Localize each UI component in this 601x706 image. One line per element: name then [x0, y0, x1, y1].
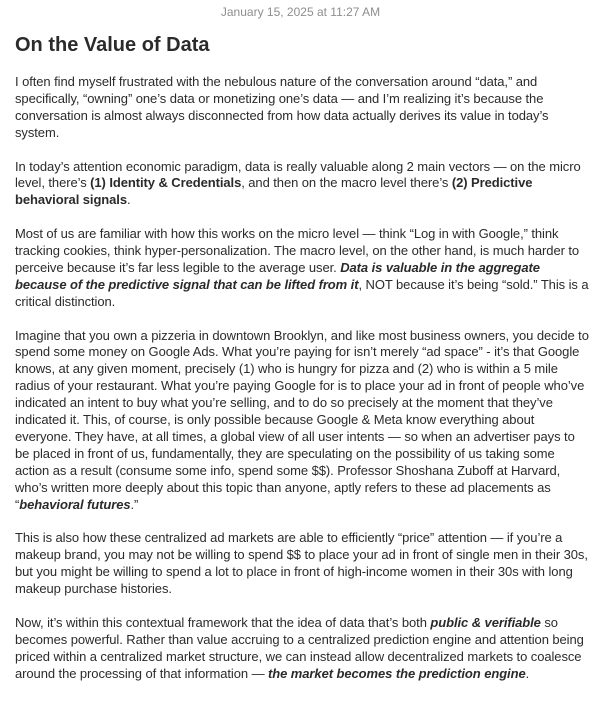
bold-italic-text-public-verifiable: public & verifiable [430, 614, 541, 630]
note-title[interactable]: On the Value of Data [15, 34, 210, 56]
note-body[interactable] [15, 0, 592, 683]
text-run: Now, it’s within this contextual framework that the idea of data that’s both [15, 614, 431, 630]
text-run: Most of us are familiar with how this works on the micro level — think “Log in with Google,” think tracking cookies, think hyper-personalization. The macro level, on the other hand, is much harder to perceive because it’s far less legible to the average user. [15, 226, 580, 275]
paragraph-3[interactable] [15, 226, 592, 311]
text-run: I often find myself frustrated with the nebulous nature of the conversation around “data,” and specifically, “owning” one’s data or monetizing one’s data — and I’m realizing it’s because the conversation is almost always disconnected from how data actually derives its value in today’s system. [15, 74, 549, 140]
bold-italic-text-data-valuable: Data is valuable in the aggregate because of the predictive signal that can be lifted from it [15, 259, 540, 292]
text-run: Imagine that you own a pizzeria in downtown Brooklyn, and like most business owners, you decide to spend some money on Google Ads. What you’re paying for isn’t merely “ad space” - it’s that Google knows, at any given moment, precisely (1) who is hungry for pizza and (2) who is within a 5 mile radius of your restaurant. What you’re paying Google for is to place your ad in front of people who’ve indicated an intent to buy what you’re selling, and to do so precisely at the moment that they’ve indicated it. This, of course, is only possible because Google & Meta know everything about everyone. They have, at all times, a global view of all user intents — so when an advertiser pays to be placed in front of us, fundamentally, they are speculating on the possibility of us taking some action as a result (consume some info, spend some $$). Professor Shoshana Zuboff at Harvard, who’s written more deeply about this topic than anyone, aptly refers to these ad placements as “ [15, 327, 589, 512]
bold-text-predictive-signals: (2) Predictive behavioral signals [15, 175, 533, 208]
text-run: so becomes powerful. Rather than value accruing to a centralized prediction engine and attention being priced within a centralized market structure, we can instead allow decentralized markets to coalesce around the processing of that information — [15, 614, 584, 681]
text-run: .” [130, 496, 139, 512]
text-run: This is also how these centralized ad markets are able to efficiently “price” attention — if you’re a makeup brand, you may not be willing to spend $$ to place your ad in front of single men in their 30s, but you might be willing to spend a lot to place in front of high-income women in their 30s with long makeup purchase histories. [15, 530, 588, 597]
bold-italic-text-behavioral-futures: behavioral futures [19, 496, 131, 512]
paragraph-4[interactable] [15, 328, 592, 514]
bold-italic-text-prediction-engine: the market becomes the prediction engine [268, 665, 526, 681]
bold-text-identity-credentials: (1) Identity & Credentials [90, 175, 242, 191]
text-run: . [127, 192, 131, 208]
note-timestamp: January 15, 2025 at 11:27 AM [220, 5, 381, 19]
text-run: In today’s attention economic paradigm, data is really valuable along 2 main vectors — on the micro level, there’s [15, 158, 581, 191]
text-run: , NOT because it’s being “sold.” This is a critical distinction. [15, 276, 589, 309]
paragraph-5[interactable] [15, 530, 592, 598]
paragraph-6[interactable] [15, 615, 592, 683]
text-run: . [525, 665, 530, 681]
paragraph-2[interactable] [15, 159, 592, 210]
text-run: , and then on the macro level there’s [241, 175, 452, 191]
paragraph-1[interactable] [15, 74, 592, 142]
